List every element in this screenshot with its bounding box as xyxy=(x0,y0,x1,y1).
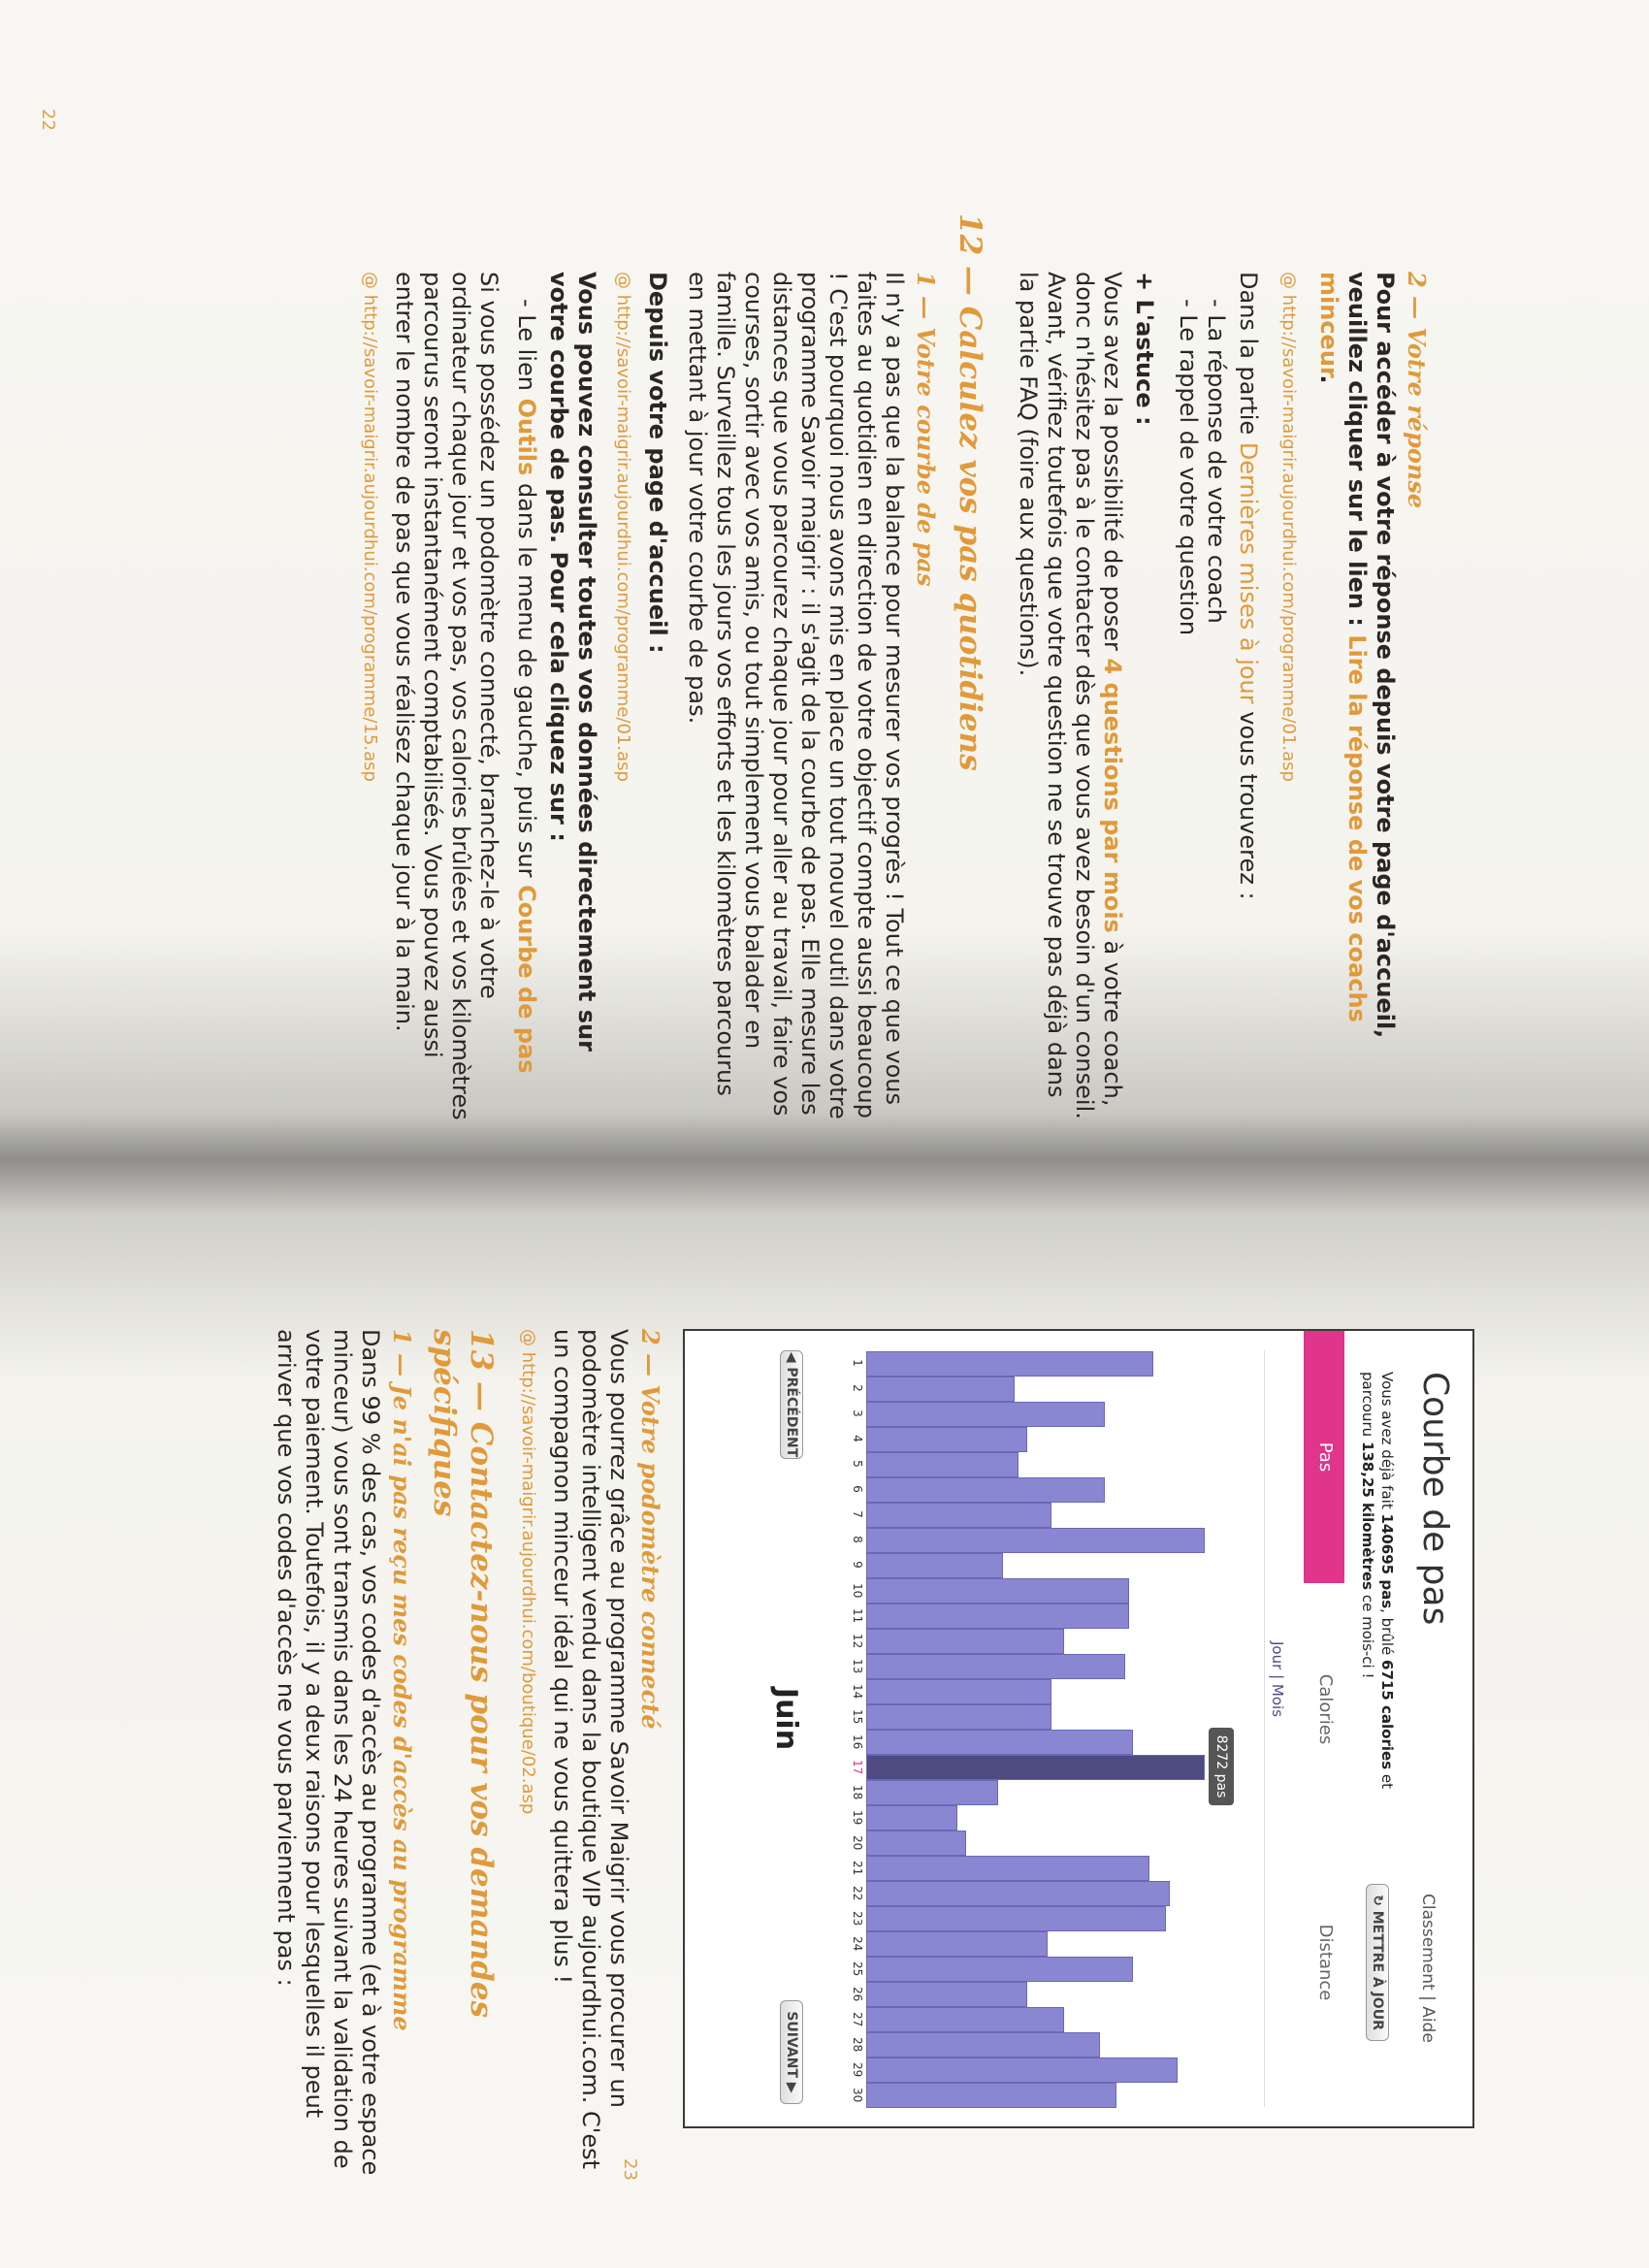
bar-day-13[interactable] xyxy=(866,1654,1125,1678)
section-12-1-body: Il n'y a pas que la balance pour mesurer vos progrès ! Tout ce que vous faites au quotidien en direction de votre objectif compte aussi beaucoup ! C'est pourquoi nous avons mis en place un tout nouvel outil dans votre programme Savoir maigrir : il s'agit de la courbe de pas. Elle mesure les distances que vous parcourez chaque jour pour aller au travail, faire vos courses, sortir avec vos amis, ou tout simplement vous balader en famille. Surveillez tous les jours vos efforts et les kilomètres parcourus en mettant à jour votre courbe de pas. xyxy=(684,272,908,1119)
step-curve-widget xyxy=(683,1329,1474,2128)
read-answer-link[interactable]: Lire la réponse de vos coachs minceur xyxy=(1315,272,1371,1022)
day-label: 2 xyxy=(851,1384,864,1392)
bar-day-25[interactable] xyxy=(866,1957,1133,1981)
day-label: 14 xyxy=(851,1684,864,1700)
list-item: - Le rappel de votre question xyxy=(1175,299,1202,636)
bar-day-19[interactable] xyxy=(866,1805,957,1830)
bar-day-14[interactable] xyxy=(866,1679,1051,1703)
bar-day-7[interactable] xyxy=(866,1503,1051,1527)
section-2-latest-updates: Dans la partie Dernières mises à jour vous trouverez : xyxy=(1235,272,1262,900)
day-label: 30 xyxy=(851,2088,864,2103)
section-2b-body: Vous pourrez grâce au programme Savoir Maigrir vous procurer un podomètre intelligent vendu dans la boutique VIP aujourdhui.com. C'est un compagnon minceur idéal qui ne vous quittera plus ! xyxy=(549,1329,632,2170)
day-label: 1 xyxy=(851,1359,864,1367)
page-number-right: 23 xyxy=(620,2158,640,2181)
day-label: 17 xyxy=(851,1760,864,1775)
right-triangle-icon: ▶ xyxy=(784,2082,799,2093)
bar-day-3[interactable] xyxy=(866,1402,1105,1426)
day-label: 6 xyxy=(851,1485,864,1493)
day-label: 5 xyxy=(851,1460,864,1468)
day-label: 28 xyxy=(851,2037,864,2053)
day-label: 10 xyxy=(851,1583,864,1599)
day-label: 11 xyxy=(851,1608,864,1624)
day-label: 18 xyxy=(851,1785,864,1800)
ranking-link[interactable]: Classement xyxy=(1418,1894,1438,1991)
bar-day-22[interactable] xyxy=(866,1881,1170,1905)
tip-heading: + L'astuce : xyxy=(1131,272,1158,426)
url-link[interactable]: @ http://savoir-maigrir.aujourdhui.com/programme/01.asp xyxy=(613,272,633,782)
widget-summary: Vous avez déjà fait 140695 pas, brûlé 6715 calories et parcouru 138,25 kilomètres ce mois-ci ! xyxy=(1359,1372,1396,1790)
day-label: 7 xyxy=(851,1510,864,1518)
url-link[interactable]: @ http://savoir-maigrir.aujourdhui.com/programme/15.asp xyxy=(360,272,380,782)
home-page-label: Depuis votre page d'accueil : xyxy=(644,272,671,654)
day-label: 27 xyxy=(851,2012,864,2027)
bar-day-28[interactable] xyxy=(866,2032,1100,2057)
bar-day-4[interactable] xyxy=(866,1427,1027,1451)
day-label: 4 xyxy=(851,1435,864,1442)
day-label: 9 xyxy=(851,1561,864,1569)
section-2-intro: Pour accéder à votre réponse depuis votre page d'accueil, veuillez cliquer sur le lien : Lire la réponse de vos coachs minceur. xyxy=(1315,272,1399,1039)
bar-day-10[interactable] xyxy=(866,1578,1129,1603)
bar-day-1[interactable] xyxy=(866,1351,1153,1376)
left-triangle-icon: ◀ xyxy=(784,1351,799,1363)
tab-distance[interactable]: Distance xyxy=(1315,1924,1336,2001)
section-12-heading: 12 — Calculez vos pas quotidiens xyxy=(953,213,987,771)
section-12-1-heading: 1 — Votre courbe de pas xyxy=(912,272,940,587)
right-text-block xyxy=(268,1329,664,2183)
tip-body: Vous avez la possibilité de poser 4 questions par mois à votre coach, donc n'hésitez pas à le contacter dès que vous avez besoin d'un conseil. Avant, vérifiez toutefois que votre question ne se trouve pas déjà dans la partie FAQ (foire aux questions). xyxy=(1015,272,1126,1119)
questions-per-month-link: 4 questions par mois xyxy=(1099,658,1126,933)
steps-bar-chart xyxy=(847,1350,1265,2107)
tab-calories[interactable]: Calories xyxy=(1315,1673,1336,1745)
update-button[interactable]: ↻ METTRE À JOUR xyxy=(1366,1884,1389,2041)
step-curve-link[interactable]: Courbe de pas xyxy=(513,885,540,1074)
day-label: 22 xyxy=(851,1886,864,1901)
day-label: 24 xyxy=(851,1936,864,1952)
selected-day-tooltip: 8272 pas xyxy=(1209,1728,1234,1805)
section-13-heading: 13 — Contactez-nous pour vos demandes spécifiques xyxy=(427,1329,499,2019)
previous-button[interactable]: ◀ PRÉCÉDENT xyxy=(780,1350,803,1459)
widget-links: Classement | Aide xyxy=(1418,1894,1438,2043)
section-2-heading: 2 — Votre réponse xyxy=(1403,272,1431,509)
latest-updates-link[interactable]: Dernières mises à jour xyxy=(1235,441,1262,704)
month-label: Juin xyxy=(769,1687,803,1751)
period-month[interactable]: Mois xyxy=(1269,1683,1286,1718)
bar-day-17[interactable] xyxy=(866,1755,1205,1779)
bar-day-6[interactable] xyxy=(866,1477,1105,1502)
bar-day-29[interactable] xyxy=(866,2057,1178,2082)
day-label: 3 xyxy=(851,1409,864,1417)
page-number-left: 22 xyxy=(38,109,58,131)
day-label: 23 xyxy=(851,1911,864,1927)
tab-steps[interactable]: Pas xyxy=(1304,1331,1344,1583)
day-label: 12 xyxy=(851,1634,864,1649)
section-12-pedometer: Si vous possédez un podomètre connecté, branchez-le à votre ordinateur chaque jour et vos pas, vos calories brûlées et vos kilomètres parcourus seront instantanément comptabilisés. Vous pouvez aussi entrer le nombre de pas que vous réalisez chaque jour à la main. xyxy=(391,272,502,1120)
right-page xyxy=(0,1159,1649,2268)
day-label: 25 xyxy=(851,1961,864,1977)
help-link[interactable]: Aide xyxy=(1418,2006,1438,2043)
bar-day-16[interactable] xyxy=(866,1730,1133,1754)
tools-link[interactable]: Outils xyxy=(513,398,540,476)
bar-day-2[interactable] xyxy=(866,1377,1015,1401)
day-label: 29 xyxy=(851,2062,864,2078)
day-label: 8 xyxy=(851,1536,864,1543)
day-label: 16 xyxy=(851,1734,864,1750)
bar-day-21[interactable] xyxy=(866,1856,1149,1880)
section-12-consult: Vous pouvez consulter toutes vos données directement sur votre courbe de pas. Pour cela cliquez sur : xyxy=(545,272,600,1052)
day-label: 20 xyxy=(851,1835,864,1851)
bar-day-27[interactable] xyxy=(866,2007,1064,2031)
bar-day-24[interactable] xyxy=(866,1931,1048,1956)
day-label: 13 xyxy=(851,1659,864,1674)
url-link[interactable]: @ http://savoir-maigrir.aujourdhui.com/programme/01.asp xyxy=(1278,272,1299,782)
bar-day-18[interactable] xyxy=(866,1780,998,1804)
list-item: - Le lien Outils dans le menu de gauche, puis sur Courbe de pas xyxy=(513,299,540,1074)
bar-day-20[interactable] xyxy=(866,1831,966,1855)
period-day[interactable]: Jour xyxy=(1269,1641,1286,1670)
list-item: - La réponse de votre coach xyxy=(1203,299,1230,624)
widget-title: Courbe de pas xyxy=(1415,1372,1455,1626)
day-label: 19 xyxy=(851,1810,864,1826)
next-button[interactable]: SUIVANT ▶ xyxy=(780,2000,803,2104)
day-label: 26 xyxy=(851,1987,864,2002)
bar-day-5[interactable] xyxy=(866,1452,1018,1476)
bar-day-26[interactable] xyxy=(866,1982,1027,2006)
section-13-1-body: Dans 99 % des cas, vos codes d'accès au programme (et à votre espace minceur) vous sont transmis dans les 24 heures suivant la validation de votre paiement. Toutefois, il y a deux raisons pour lesquelles il peut arriver que vos codes d'accès ne vous parviennent pas : xyxy=(273,1329,384,2176)
refresh-icon: ↻ xyxy=(1370,1895,1385,1906)
period-switch: Jour | Mois xyxy=(1269,1641,1286,1718)
day-label: 21 xyxy=(851,1861,864,1876)
bar-day-12[interactable] xyxy=(866,1629,1064,1653)
day-label: 15 xyxy=(851,1709,864,1725)
url-link[interactable]: @ http://savoir-maigrir.aujourdhui.com/boutique/02.asp xyxy=(518,1329,538,1815)
bar-day-8[interactable] xyxy=(866,1528,1205,1552)
bar-day-30[interactable] xyxy=(866,2083,1116,2107)
bar-day-9[interactable] xyxy=(866,1553,1003,1577)
bar-day-23[interactable] xyxy=(866,1906,1166,1930)
bar-day-11[interactable] xyxy=(866,1604,1129,1628)
section-13-1-heading: 1 — Je n'ai pas reçu mes codes d'accès au programme xyxy=(388,1329,416,2031)
section-2b-heading: 2 — Votre podomètre connecté xyxy=(636,1329,664,1730)
bar-day-15[interactable] xyxy=(866,1704,1051,1729)
